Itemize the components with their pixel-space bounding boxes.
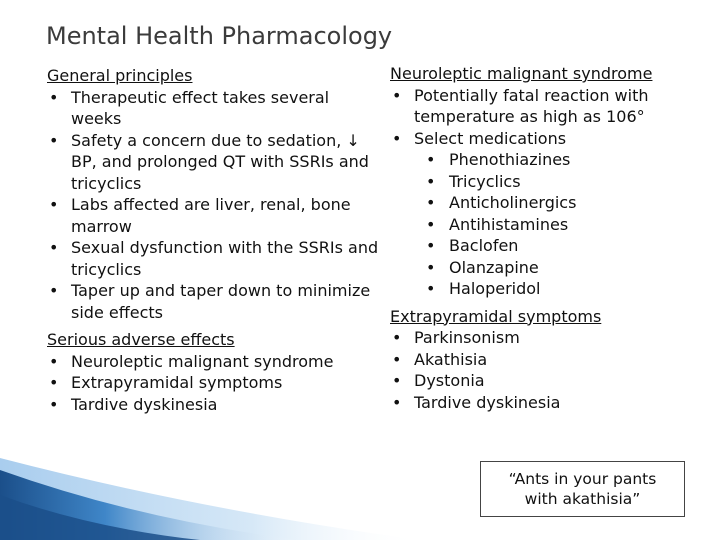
medication-item: • Anticholinergics bbox=[390, 192, 705, 214]
medication-item: • Haloperidol bbox=[390, 278, 705, 300]
medication-item: • Antihistamines bbox=[390, 214, 705, 236]
list-item: • Potentially fatal reaction with temperature as high as 106° bbox=[390, 85, 705, 128]
list-item: • Labs affected are liver, renal, bone marrow bbox=[47, 194, 382, 237]
left-column bbox=[47, 65, 382, 415]
medication-item: • Olanzapine bbox=[390, 257, 705, 279]
medication-item: • Tricyclics bbox=[390, 171, 705, 193]
list-item: • Therapeutic effect takes several weeks bbox=[47, 87, 382, 130]
nms-heading: Neuroleptic malignant syndrome bbox=[390, 64, 653, 83]
list-item: • Parkinsonism bbox=[390, 327, 705, 349]
serious-adverse-effects-heading: Serious adverse effects bbox=[47, 330, 235, 349]
list-item: • Extrapyramidal symptoms bbox=[47, 372, 382, 394]
callout-line-2: with akathisia” bbox=[524, 490, 641, 508]
list-item: • Taper up and taper down to minimize side effects bbox=[47, 280, 382, 323]
callout-line-1: “Ants in your pants bbox=[508, 470, 657, 488]
general-principles-list bbox=[47, 87, 382, 324]
list-item: • Tardive dyskinesia bbox=[47, 394, 382, 416]
nms-list bbox=[390, 85, 705, 150]
list-item: • Akathisia bbox=[390, 349, 705, 371]
list-item: • Neuroleptic malignant syndrome bbox=[47, 351, 382, 373]
mnemonic-callout-box bbox=[480, 461, 685, 517]
list-item: • Safety a concern due to sedation, ↓ BP, and prolonged QT with SSRIs and tricyclics bbox=[47, 130, 382, 195]
eps-heading: Extrapyramidal symptoms bbox=[390, 306, 602, 326]
right-column bbox=[390, 63, 705, 413]
medication-item: • Baclofen bbox=[390, 235, 705, 257]
list-item: • Tardive dyskinesia bbox=[390, 392, 705, 414]
eps-list bbox=[390, 327, 705, 413]
list-item: • Sexual dysfunction with the SSRIs and tricyclics bbox=[47, 237, 382, 280]
slide-title: Mental Health Pharmacology bbox=[46, 22, 393, 50]
list-item: • Select medications bbox=[390, 128, 705, 150]
serious-adverse-effects-list bbox=[47, 351, 382, 416]
list-item: • Dystonia bbox=[390, 370, 705, 392]
medication-item: • Phenothiazines bbox=[390, 149, 705, 171]
medications-list bbox=[390, 149, 705, 300]
general-principles-heading: General principles bbox=[47, 66, 193, 85]
